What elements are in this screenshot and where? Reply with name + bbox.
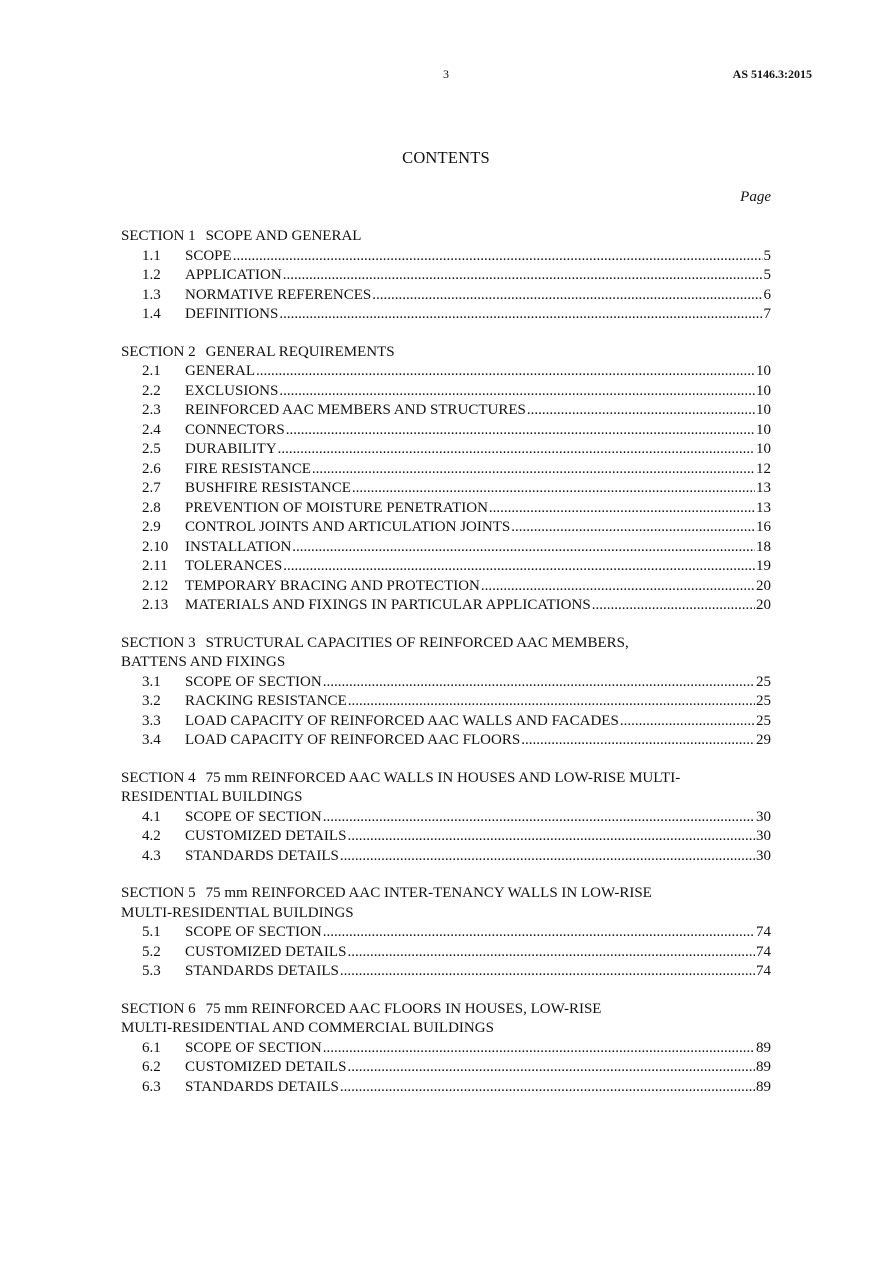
- entry-page-number: 89: [756, 1039, 771, 1056]
- toc-entry[interactable]: [121, 712, 771, 732]
- dot-leader: [323, 673, 755, 693]
- toc-entry[interactable]: [121, 538, 771, 558]
- section-heading[interactable]: [121, 769, 771, 789]
- toc-entry[interactable]: [121, 962, 771, 982]
- entry-title: REINFORCED AAC MEMBERS AND STRUCTURES: [185, 402, 526, 418]
- entry-page-number: 25: [756, 673, 771, 690]
- dot-leader: [323, 808, 755, 828]
- toc-entry[interactable]: [121, 382, 771, 402]
- entry-number: 3.2: [142, 693, 161, 709]
- entry-number: 1.3: [142, 286, 161, 303]
- section-title: SCOPE AND GENERAL: [205, 228, 362, 244]
- toc-entry[interactable]: [121, 808, 771, 828]
- entry-number: 4.3: [142, 847, 161, 864]
- entry-title: STANDARDS DETAILS: [185, 1078, 339, 1095]
- entry-number: 2.13: [142, 597, 169, 613]
- toc-entry[interactable]: [121, 673, 771, 693]
- entry-number: 2.2: [142, 382, 161, 399]
- toc-entry[interactable]: [121, 1039, 771, 1059]
- dot-leader: [592, 596, 755, 616]
- section-title: GENERAL REQUIREMENTS: [205, 343, 395, 360]
- entry-title: STANDARDS DETAILS: [185, 847, 339, 864]
- entry-page-number: 20: [756, 577, 771, 594]
- entry-title: SCOPE OF SECTION: [185, 1039, 322, 1056]
- entry-title: SCOPE: [185, 247, 232, 264]
- entry-title: CONNECTORS: [185, 421, 285, 438]
- entry-title: INSTALLATION: [185, 538, 292, 555]
- entry-page-number: 16: [756, 519, 771, 535]
- dot-leader: [323, 1039, 755, 1059]
- entry-title: LOAD CAPACITY OF REINFORCED AAC WALLS AND FACADES: [185, 712, 619, 729]
- entry-title: LOAD CAPACITY OF REINFORCED AAC FLOORS: [185, 732, 521, 748]
- dot-leader: [283, 557, 755, 577]
- entry-number: 2.6: [142, 460, 161, 477]
- dot-leader: [481, 577, 755, 597]
- entry-number: 5.1: [142, 924, 161, 940]
- entry-title: CUSTOMIZED DETAILS: [185, 1059, 347, 1075]
- toc-entry[interactable]: [121, 460, 771, 480]
- entry-title: EXCLUSIONS: [185, 382, 279, 399]
- toc-entry[interactable]: [121, 499, 771, 519]
- dot-leader: [352, 479, 755, 499]
- entry-number: 5.3: [142, 963, 161, 979]
- entry-number: 6.2: [142, 1059, 161, 1075]
- dot-leader: [347, 827, 755, 847]
- dot-leader: [527, 401, 755, 421]
- page-number: 3: [443, 67, 449, 81]
- section-heading[interactable]: [121, 343, 771, 363]
- toc-entry[interactable]: [121, 1078, 771, 1098]
- entry-title: CUSTOMIZED DETAILS: [185, 828, 347, 844]
- entry-page-number: 5: [763, 247, 771, 264]
- toc-entry[interactable]: [121, 305, 771, 325]
- entry-page-number: 13: [756, 499, 771, 516]
- entry-page-number: 13: [756, 480, 771, 496]
- entry-page-number: 19: [756, 558, 771, 574]
- dot-leader: [292, 538, 755, 558]
- dot-leader: [279, 382, 755, 402]
- toc-entry[interactable]: [121, 440, 771, 460]
- entry-number: 2.4: [142, 421, 161, 438]
- section-heading[interactable]: [121, 634, 771, 654]
- section-number: SECTION 2: [121, 343, 196, 360]
- entry-page-number: 30: [756, 828, 771, 844]
- toc-entry[interactable]: [121, 557, 771, 577]
- entry-page-number: 25: [756, 693, 771, 709]
- toc-entry[interactable]: [121, 731, 771, 751]
- toc-entry[interactable]: [121, 479, 771, 499]
- entry-number: 6.3: [142, 1078, 161, 1095]
- dot-leader: [286, 421, 755, 441]
- table-of-contents: [121, 227, 771, 1115]
- entry-number: 2.7: [142, 480, 161, 496]
- dot-leader: [340, 1078, 755, 1098]
- entry-title: DURABILITY: [185, 441, 277, 457]
- dot-leader: [323, 923, 755, 943]
- entry-page-number: 89: [756, 1078, 771, 1095]
- entry-page-number: 10: [756, 382, 771, 399]
- contents-title: CONTENTS: [402, 148, 490, 167]
- entry-number: 2.10: [142, 538, 169, 555]
- dot-leader: [372, 286, 762, 306]
- entry-page-number: 74: [756, 924, 771, 940]
- section-title: 75 mm REINFORCED AAC WALLS IN HOUSES AND LOW-RISE MULTI-: [205, 769, 681, 786]
- entry-title: APPLICATION: [185, 267, 282, 283]
- section-title: STRUCTURAL CAPACITIES OF REINFORCED AAC MEMBERS,: [205, 634, 629, 651]
- entry-number: 1.4: [142, 306, 161, 322]
- entry-title: SCOPE OF SECTION: [185, 808, 322, 825]
- section-title: 75 mm REINFORCED AAC INTER-TENANCY WALLS IN LOW-RISE: [205, 885, 652, 901]
- entry-title: SCOPE OF SECTION: [185, 924, 322, 940]
- entry-page-number: 10: [756, 421, 771, 438]
- section-heading[interactable]: [121, 227, 771, 247]
- entry-page-number: 10: [756, 441, 771, 457]
- entry-number: 3.1: [142, 673, 161, 690]
- entry-number: 4.1: [142, 808, 161, 825]
- toc-entry[interactable]: [121, 943, 771, 963]
- dot-leader: [521, 731, 755, 751]
- entry-title: MATERIALS AND FIXINGS IN PARTICULAR APPLICATIONS: [185, 597, 591, 613]
- toc-entry[interactable]: [121, 692, 771, 712]
- entry-title: GENERAL: [185, 363, 255, 379]
- dot-leader: [489, 499, 755, 519]
- entry-number: 2.12: [142, 577, 169, 594]
- entry-number: 4.2: [142, 828, 161, 844]
- entry-page-number: 30: [756, 808, 771, 825]
- toc-section: [121, 227, 771, 325]
- entry-page-number: 29: [756, 732, 771, 748]
- entry-number: 2.3: [142, 402, 161, 418]
- entry-number: 2.9: [142, 519, 161, 535]
- section-number: SECTION 3: [121, 634, 196, 651]
- section-title: 75 mm REINFORCED AAC FLOORS IN HOUSES, LOW-RISE: [205, 1000, 602, 1017]
- entry-number: 3.3: [142, 712, 161, 729]
- entry-number: 6.1: [142, 1039, 161, 1056]
- toc-section: [121, 884, 771, 982]
- entry-page-number: 18: [756, 538, 771, 555]
- dot-leader: [347, 943, 755, 963]
- entry-number: 1.1: [142, 247, 161, 264]
- section-number: SECTION 1: [121, 228, 196, 244]
- section-number: SECTION 4: [121, 769, 196, 786]
- toc-entry[interactable]: [121, 1058, 771, 1078]
- dot-leader: [279, 305, 762, 325]
- entry-title: SCOPE OF SECTION: [185, 673, 322, 690]
- entry-number: 2.1: [142, 363, 161, 379]
- entry-page-number: 25: [756, 712, 771, 729]
- section-title-continuation: MULTI-RESIDENTIAL BUILDINGS: [121, 904, 354, 921]
- entry-title: CUSTOMIZED DETAILS: [185, 943, 347, 960]
- toc-entry[interactable]: [121, 847, 771, 867]
- toc-section: [121, 634, 771, 751]
- dot-leader: [620, 712, 755, 732]
- toc-entry[interactable]: [121, 518, 771, 538]
- entry-page-number: 89: [756, 1059, 771, 1075]
- dot-leader: [283, 266, 763, 286]
- entry-title: DEFINITIONS: [185, 306, 279, 322]
- toc-entry[interactable]: [121, 596, 771, 616]
- page-column-label: Page: [740, 189, 771, 205]
- toc-entry[interactable]: [121, 266, 771, 286]
- section-title-continuation: MULTI-RESIDENTIAL AND COMMERCIAL BUILDINGS: [121, 1020, 494, 1036]
- entry-title: TOLERANCES: [185, 558, 283, 574]
- section-heading[interactable]: [121, 1000, 771, 1020]
- toc-entry[interactable]: [121, 362, 771, 382]
- toc-entry[interactable]: [121, 401, 771, 421]
- entry-title: CONTROL JOINTS AND ARTICULATION JOINTS: [185, 519, 511, 535]
- dot-leader: [233, 247, 763, 267]
- entry-title: BUSHFIRE RESISTANCE: [185, 480, 351, 496]
- section-number: SECTION 6: [121, 1000, 196, 1017]
- entry-page-number: 30: [756, 847, 771, 864]
- entry-page-number: 6: [763, 286, 771, 303]
- entry-page-number: 20: [756, 597, 771, 613]
- dot-leader: [511, 518, 755, 538]
- entry-title: PREVENTION OF MOISTURE PENETRATION: [185, 499, 488, 516]
- dot-leader: [340, 847, 755, 867]
- entry-number: 3.4: [142, 732, 161, 748]
- entry-page-number: 10: [756, 402, 771, 418]
- entry-page-number: 74: [756, 943, 771, 960]
- toc-entry[interactable]: [121, 421, 771, 441]
- toc-entry[interactable]: [121, 923, 771, 943]
- toc-section: [121, 769, 771, 867]
- dot-leader: [278, 440, 755, 460]
- entry-number: 2.11: [142, 558, 168, 574]
- dot-leader: [256, 362, 755, 382]
- entry-title: RACKING RESISTANCE: [185, 693, 347, 709]
- toc-entry[interactable]: [121, 247, 771, 267]
- entry-page-number: 5: [763, 267, 771, 283]
- entry-page-number: 12: [756, 460, 771, 477]
- toc-entry[interactable]: [121, 827, 771, 847]
- section-title-continuation: RESIDENTIAL BUILDINGS: [121, 789, 303, 805]
- entry-title: TEMPORARY BRACING AND PROTECTION: [185, 577, 480, 594]
- dot-leader: [312, 460, 755, 480]
- toc-entry[interactable]: [121, 286, 771, 306]
- entry-number: 1.2: [142, 267, 161, 283]
- dot-leader: [348, 692, 755, 712]
- entry-title: NORMATIVE REFERENCES: [185, 286, 372, 303]
- section-title-continuation: BATTENS AND FIXINGS: [121, 654, 286, 670]
- entry-number: 2.5: [142, 441, 161, 457]
- standard-number: AS 5146.3:2015: [732, 67, 812, 81]
- entry-title: FIRE RESISTANCE: [185, 460, 311, 477]
- entry-number: 2.8: [142, 499, 161, 516]
- entry-page-number: 10: [756, 363, 771, 379]
- entry-page-number: 7: [763, 306, 771, 322]
- dot-leader: [340, 962, 755, 982]
- entry-page-number: 74: [756, 963, 771, 979]
- section-number: SECTION 5: [121, 885, 196, 901]
- toc-section: [121, 1000, 771, 1098]
- toc-entry[interactable]: [121, 577, 771, 597]
- entry-number: 5.2: [142, 943, 161, 960]
- toc-section: [121, 343, 771, 616]
- entry-title: STANDARDS DETAILS: [185, 963, 339, 979]
- dot-leader: [347, 1058, 755, 1078]
- section-heading[interactable]: [121, 884, 771, 904]
